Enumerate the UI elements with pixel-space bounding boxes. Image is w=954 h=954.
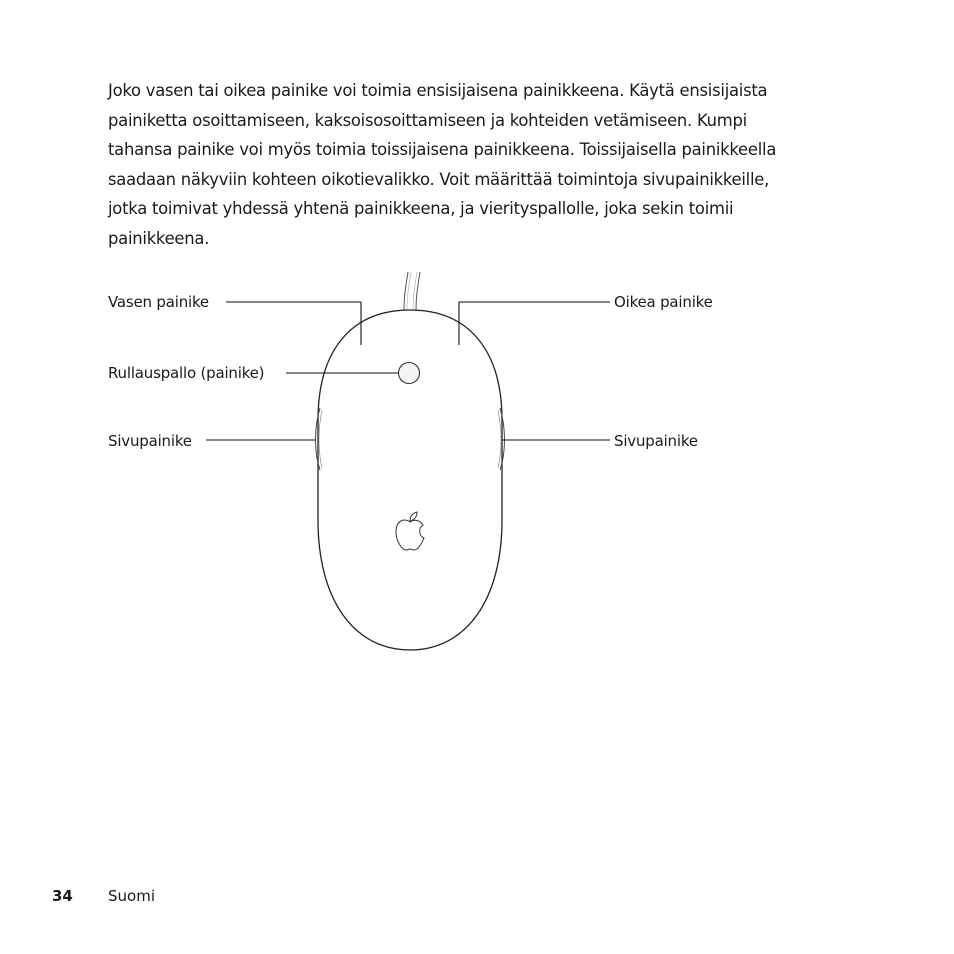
mouse-body — [318, 310, 502, 650]
body-line: saadaan näkyviin kohteen oikotievalikko. Voit määrittää toimintoja sivupainikkeille, — [108, 169, 770, 189]
leader-right-button — [459, 302, 610, 345]
page-number: 34 — [52, 887, 73, 905]
body-line: painikkeena. — [108, 228, 210, 248]
body-line: tahansa painike voi myös toimia toissijaisena painikkeena. Toissijaisella painikkeella — [108, 140, 777, 159]
scroll-ball — [399, 363, 420, 384]
label-scroll-ball: Rullauspallo (painike) — [108, 364, 265, 382]
label-side-button-right: Sivupainike — [614, 432, 698, 450]
label-side-button-left: Sivupainike — [108, 432, 192, 450]
body-line: jotka toimivat yhdessä yhtenä painikkeena, ja vierityspallolle, joka sekin toimii — [108, 199, 734, 218]
label-left-button: Vasen painike — [108, 293, 209, 311]
section-name: Suomi — [108, 887, 155, 905]
mouse-cable — [404, 272, 420, 310]
body-line: Joko vasen tai oikea painike voi toimia ensisijaisena painikkeena. Käytä ensisijaista — [108, 81, 768, 100]
body-line: painiketta osoittamiseen, kaksoisosoittamiseen ja kohteiden vetämiseen. Kumpi — [108, 110, 747, 130]
label-right-button: Oikea painike — [614, 293, 713, 311]
leader-left-button — [226, 302, 361, 345]
